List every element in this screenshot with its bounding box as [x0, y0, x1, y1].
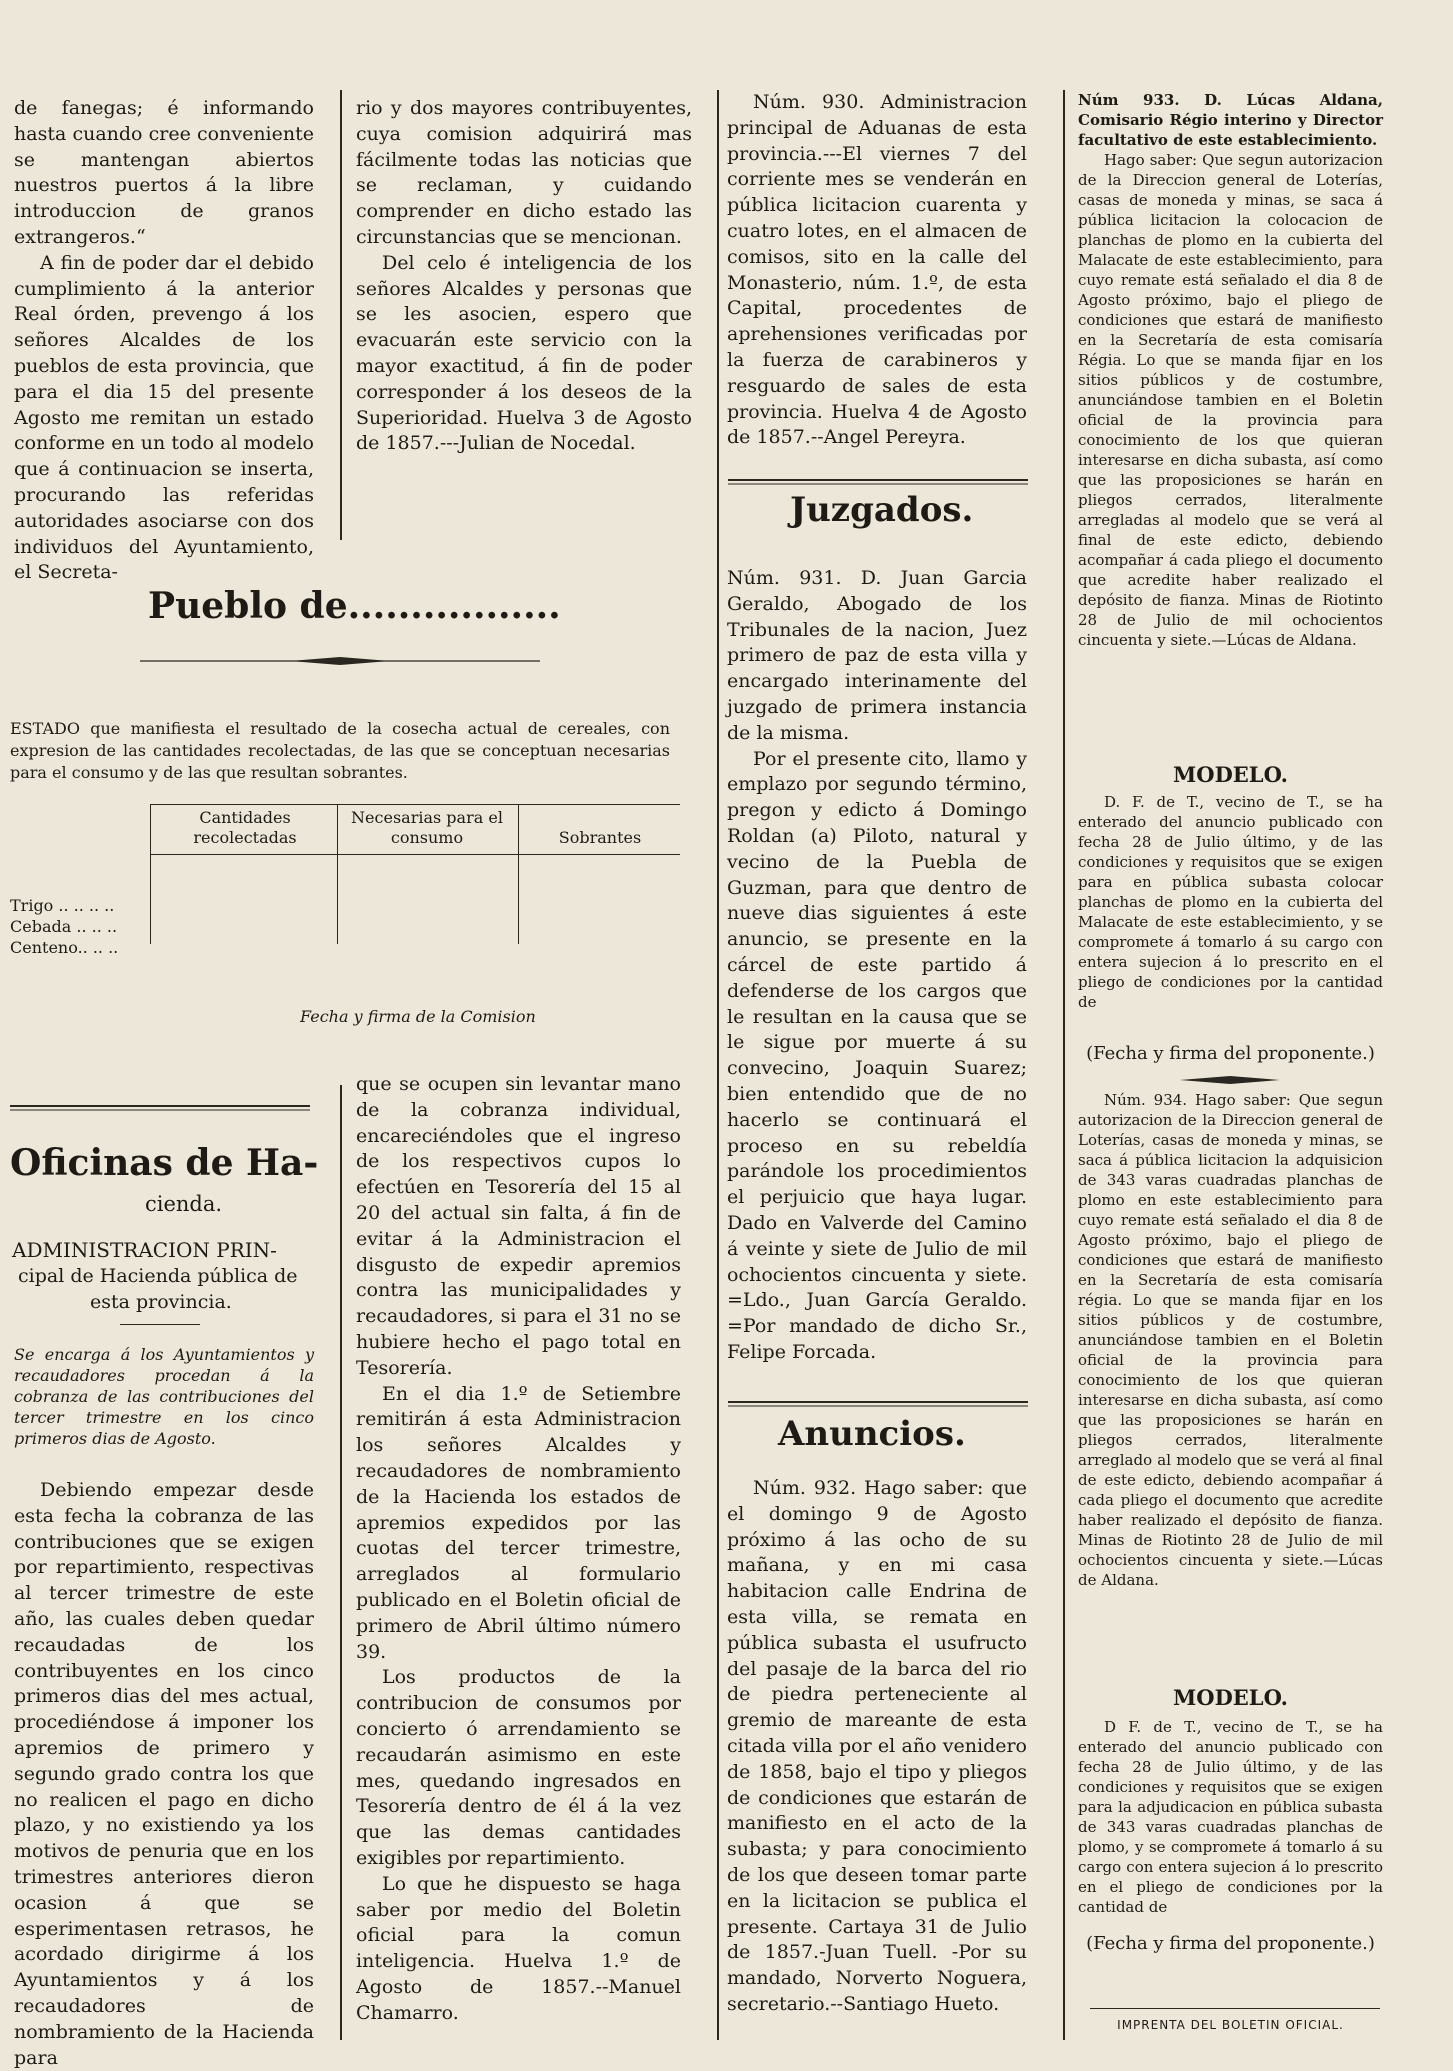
header-consumo: Necesarias para el consumo	[351, 808, 503, 847]
oficinas-sub-3: esta provincia.	[90, 1291, 232, 1313]
imprenta-rule	[1090, 2008, 1380, 2009]
col2-paragraph-2: Del celo é inteligencia de los señores Alcaldes y personas que se les asocien, espero que evacuarán este servicio con la mayor exactitud, á fin de poder corresponder á los deseos de la Superioridad. Huelva 3 de Agosto de 1857.---Julian de Nocedal.	[356, 251, 692, 455]
ornament-rule	[140, 655, 540, 667]
juzgados-title: Juzgados.	[790, 490, 974, 530]
modelo-1-text: D. F. de T., vecino de T., se ha enterado del anuncio publicado con fecha 28 de Julio último, y de las condiciones y requisitos que se exigen para en pública subasta colocar planchas de plomo en la cubierta del Malacate de este establecimiento, y se compromete á tomarlo á su cargo con entera sujecion á lo prescrito en el pliego de condiciones por la cantidad de	[1078, 793, 1383, 1011]
ornament-rule	[1180, 1075, 1280, 1085]
oficinas-title: Oficinas de Ha-	[10, 1142, 319, 1184]
notice-932: Núm. 932. Hago saber: que el domingo 9 de Agosto próximo á las ocho de su mañana, y en mi casa habitacion calle Endrina de esta villa, se remata en pública subasta el usufructo del pasaje de la barca del rio de piedra perteneciente al gremio de mareante de esta citada villa por el año venidero de 1858, bajo el tipo y pliegos de condiciones que estarán de manifiesto en el acto de la subasta; y para conocimiento de los que deseen tomar parte en la licitacion se publica el presente. Cartaya 31 de Julio de 1857.-Juan Tuell. -Por su mandado, Norverto Noguera, secretario.--Santiago Hueto.	[727, 1477, 1027, 2015]
col2b-paragraph-4: Lo que he dispuesto se haga saber por medio del Boletin oficial para la comun inteligencia. Huelva 1.º de Agosto de 1857.--Manuel Chamarro.	[356, 1872, 681, 2024]
anuncios-title: Anuncios.	[778, 1414, 966, 1454]
imprenta-footer: IMPRENTA DEL BOLETIN OFICIAL.	[1117, 2018, 1344, 2032]
notice-931: Por el presente cito, llamo y emplazo por segundo término, pregon y edicto á Domingo Roldan (a) Piloto, natural y vecino de la Puebla de Guzman, para que dentro de nueve dias siguientes á este anuncio, se presente en la cárcel de este partido á defenderse de los cargos que le resultan en la causa que se le sigue por muerte á su convecino, Joaquin Suarez; bien entendido que de no hacerlo se continuará el proceso en su rebeldía parándole los procedimientos el perjuicio que haya lugar. Dado en Valverde del Camino á veinte y siete de Julio de mil ochocientos cincuenta y siete. =Ldo., Juan García Geraldo. =Por mandado de dicho Sr., Felipe Forcada.	[727, 747, 1027, 1363]
pueblo-title: Pueblo de.................	[148, 585, 561, 627]
col2b-text	[356, 1072, 681, 2026]
notice-930: Núm. 930. Administracion principal de Aduanas de esta provincia.---El viernes 7 del corriente mes se venderán en pública licitacion cuarenta y cuatro lotes, en el almacen de comisos, sito en la calle del Monasterio, núm. 1.º, de esta Capital, procedentes de aprehensiones verificadas por la fuerza de carabineros y resguardo de sales de esta provincia. Huelva 4 de Agosto de 1857.--Angel Pereyra.	[727, 91, 1027, 449]
oficinas-sub-2: cipal de Hacienda pública de	[18, 1265, 298, 1287]
modelo-1-title: MODELO.	[1173, 762, 1288, 787]
anuncios-notice	[727, 1476, 1027, 2018]
col4-notice-934	[1078, 1090, 1383, 1590]
fecha-1: (Fecha y firma del proponente.)	[1086, 1043, 1375, 1064]
col1-paragraph-1: de fanegas; é informando hasta cuando cree conveniente se mantengan abiertos nuestros puertos á la libre introduccion de granos extrangeros.“	[14, 97, 314, 248]
col2-text	[356, 96, 692, 457]
fecha-2: (Fecha y firma del proponente.)	[1086, 1933, 1375, 1954]
col1-text	[14, 96, 314, 586]
col2b-paragraph-2: En el dia 1.º de Setiembre remitirán á esta Administracion los señores Alcaldes y recaudadores de nombramiento de la Hacienda los estados de apremios expedidos por las cuotas del tercer trimestre, arreglados al formulario publicado en el Boletin oficial de primero de Abril último número 39.	[356, 1382, 681, 1663]
fecha-comision: Fecha y firma de la Comision	[300, 1007, 536, 1026]
col2b-paragraph-1: que se ocupen sin levantar mano de la cobranza individual, encareciéndoles que el ingreso de los respectivos cupos lo efectúen en Tesorería del 15 al 20 del actual sin falta, á fin de evitar á la Administracion el disgusto de expedir apremios contra las municipalidades y recaudadores, si para el 31 no se hubiere hecho el pago total en Tesorería.	[356, 1073, 681, 1379]
row-centeno: Centeno.. .. ..	[10, 938, 119, 957]
oficinas-sub-1: ADMINISTRACION PRIN-	[12, 1238, 277, 1262]
modelo-2-title: MODELO.	[1173, 1685, 1288, 1710]
short-rule	[120, 1324, 200, 1325]
notice-933-head: Núm 933. D. Lúcas Aldana, Comisario Régio interino y Director facultativo de este establecimiento.	[1078, 91, 1383, 149]
col4-modelo-1	[1078, 792, 1383, 1012]
double-rule	[10, 1103, 310, 1113]
notice-933: Hago saber: Que segun autorizacion de la Direccion general de Loterías, casas de moneda y minas, se saca á pública licitacion la colocacion de planchas de plomo en la cubierta del Malacate de este establecimiento, para cuyo remate está señalado el dia 8 de Agosto próximo, bajo el pliego de condiciones que estará de manifiesto en la Secretaría de esta comisaría Régia. Lo que se manda fijar en los sitios públicos y de costumbre, anunciándose tambien en el Boletin oficial de la provincia para conocimiento de los que quieran interesarse en dicha subasta, así como que las proposiciones se harán en pliegos cerrados, literalmente arregladas al modelo que se verá al final de este edicto, debiendo acompañar á cada pliego el documento que acredite haber realizado el depósito de fianza. Minas de Riotinto 28 de Julio de mil ochocientos cincuenta y siete.—Lúcas de Aldana.	[1078, 151, 1383, 649]
col2b-paragraph-3: Los productos de la contribucion de consumos por concierto ó arrendamiento se recaudarán asimismo en este mes, quedando ingresados en Tesorería dentro de él á la vez que las demas cantidades exigibles por repartimiento.	[356, 1666, 681, 1869]
double-rule	[728, 1400, 1028, 1408]
double-rule	[728, 478, 1028, 486]
row-cebada: Cebada .. .. ..	[10, 917, 118, 936]
column-rule-3	[1063, 90, 1065, 2040]
col1-paragraph-2: A fin de poder dar el debido cumplimiento á la anterior Real órden, prevengo á los señores Alcaldes de los pueblos de esta provincia, que para el dia 15 del presente Agosto me remitan un estado conforme en un todo al modelo que á continuacion se inserta, procurando las referidas autoridades asociarse con dos individuos del Ayuntamiento, el Secreta-	[14, 251, 314, 584]
estado-text: ESTADO que manifiesta el resultado de la cosecha actual de cereales, con expresion de las cantidades recolectadas, de las que se conceptuan necesarias para el consumo y de las que resultan sobrantes.	[10, 719, 670, 782]
row-trigo: Trigo .. .. .. ..	[10, 896, 115, 915]
column-rule-2	[717, 90, 719, 2040]
header-sobrantes: Sobrantes	[558, 828, 642, 847]
aduanas-notice	[727, 90, 1027, 451]
column-rule-4	[340, 1085, 342, 2040]
col4-modelo-2	[1078, 1717, 1383, 1917]
modelo-2-text: D F. de T., vecino de T., se ha enterado del anuncio publicado con fecha 28 de Julio último, y de las condiciones y requisitos que se exigen para la adjudicacion en pública subasta de 343 varas cuadradas planchas de plomo, y se compromete á tomarlo á su cargo con entera sujecion á lo prescrito en el pliego de condiciones por la cantidad de	[1078, 1718, 1383, 1916]
oficinas-summary: Se encarga á los Ayuntamientos y recaudadores procedan á la cobranza de las contribuciones del tercer trimestre en los cinco primeros dias de Agosto.	[14, 1345, 314, 1448]
column-rule-1	[340, 90, 342, 540]
col2-paragraph-1: rio y dos mayores contribuyentes, cuya comision adquirirá mas fácilmente todas las noticias que se reclaman, y cuidando comprender en dicho estado las circunstancias que se mencionan.	[356, 97, 692, 248]
notice-934: Núm. 934. Hago saber: Que segun autorizacion de la Direccion general de Loterías, casas de moneda y minas, se saca á pública licitacion la adquisicion de 343 varas cuadradas planchas de plomo en este establecimiento para cuyo remate está señalado el dia 8 de Agosto próximo, bajo el pliego de condiciones que estará de manifiesto en la Secretaría de esta comisaría régia. Lo que se manda fijar en los sitios públicos y de costumbre, anunciándose tambien en el Boletin oficial de la provincia para conocimiento de los que quieran interesarse en dicha subasta, así como que las proposiciones se harán en pliegos cerrados, literalmente arreglado al modelo que se verá al final de este edicto, debiendo acompañar á cada pliego el documento que acredite haber realizado el depósito de fianza. Minas de Riotinto 28 de Julio de mil ochocientos cincuenta y siete.—Lúcas de Aldana.	[1078, 1091, 1383, 1589]
oficinas-text	[14, 1478, 314, 2071]
oficinas-paragraph-1: Debiendo empezar desde esta fecha la cobranza de las contribuciones que se exigen por repartimiento, respectivas al tercer trimestre de este año, las cuales deben quedar recaudadas de los contribuyentes en los cinco primeros dias del mes actual, procediéndose á imponer los apremios de primero y segundo grado contra los que no realicen el pago en dicho plazo, y no existiendo ya los motivos de penuria que en los trimestres anteriores dieron ocasion á que se esperimentasen retrasos, he acordado dirigirme á los Ayuntamientos y á los recaudadores de nombramiento de la Hacienda para	[14, 1479, 314, 2069]
oficinas-title-2: cienda.	[145, 1192, 223, 1216]
juzgados-notice	[727, 566, 1027, 1366]
header-recolectadas: Cantidades recolectadas	[193, 808, 297, 847]
cosecha-table	[10, 804, 690, 957]
col4-notice-933	[1078, 90, 1383, 650]
notice-931-head: Núm. 931. D. Juan Garcia Geraldo, Abogado de los Tribunales de la nacion, Juez primero de paz de esta villa y encargado interinamente del juzgado de primera instancia de la misma.	[727, 567, 1027, 744]
